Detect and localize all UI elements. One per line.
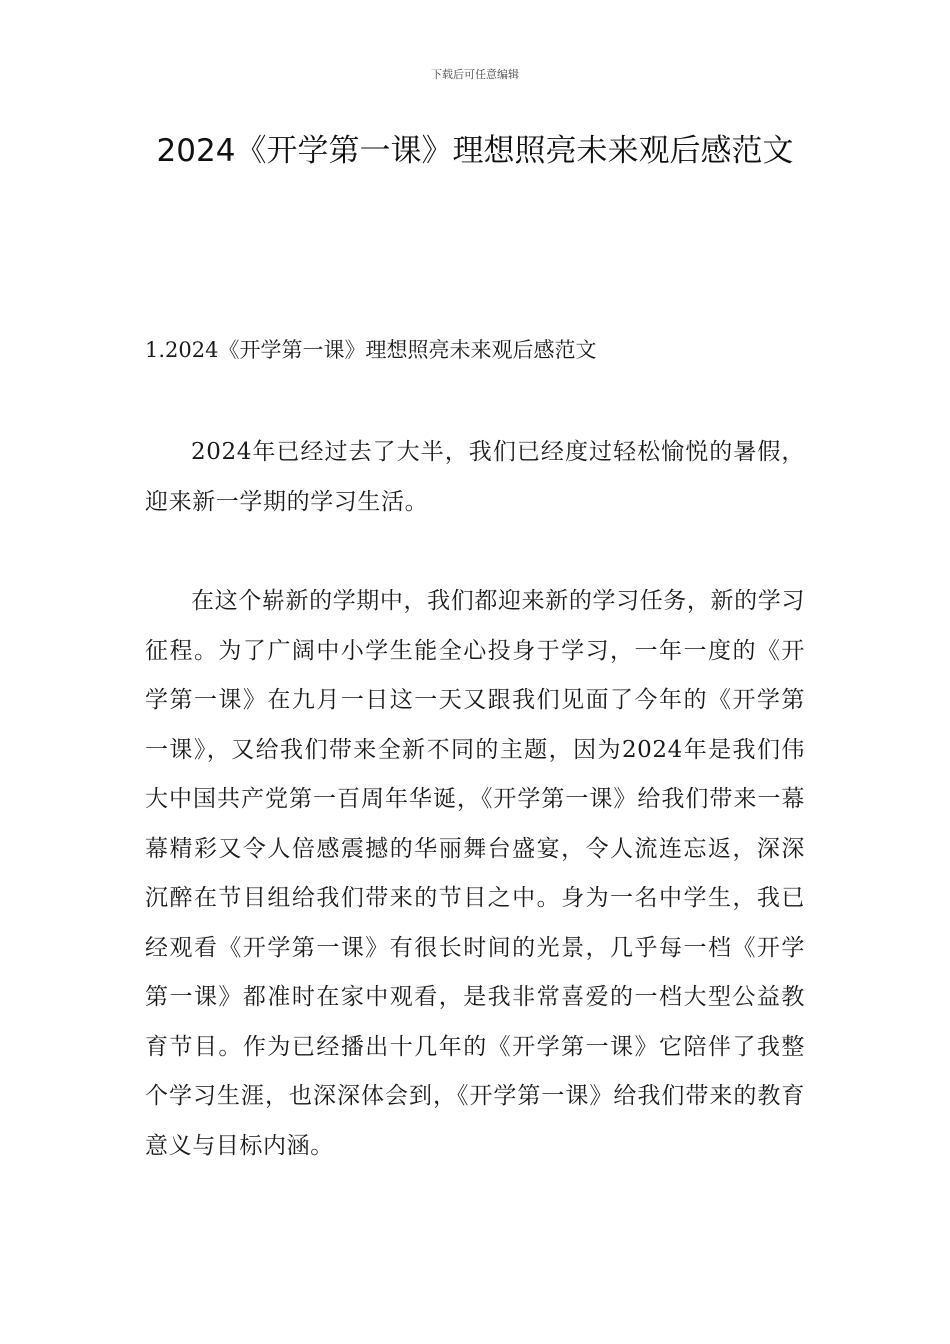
header-note: 下载后可任意编辑: [431, 68, 519, 81]
paragraph-2: 在这个崭新的学期中，我们都迎来新的学习任务，新的学习征程。为了广阔中小学生能全心投身于学习，一年一度的《开学第一课》在九月一日这一天又跟我们见面了今年的《开学第一课》，又给我们带来全新不同的主题，因为2024年是我们伟大中国共产党第一百周年华诞，《开学第一课》给我们带来一幕幕精彩又令人倍感震撼的华丽舞台盛宴，令人流连忘返，深深沉醉在节目组给我们带来的节目之中。身为一名中学生，我已经观看《开学第一课》有很长时间的光景，几乎每一档《开学第一课》都准时在家中观看，是我非常喜爱的一档大型公益教育节目。作为已经播出十几年的《开学第一课》它陪伴了我整个学习生涯，也深深体会到，《开学第一课》给我们带来的教育意义与目标内涵。: [145, 588, 805, 1159]
paragraph-1: 2024年已经过去了大半，我们已经度过轻松愉悦的暑假，迎来新一学期的学习生活。: [145, 439, 805, 515]
section-heading: 1.2024《开学第一课》理想照亮未来观后感范文: [145, 338, 597, 362]
document-title: 2024《开学第一课》理想照亮未来观后感范文: [156, 133, 794, 169]
